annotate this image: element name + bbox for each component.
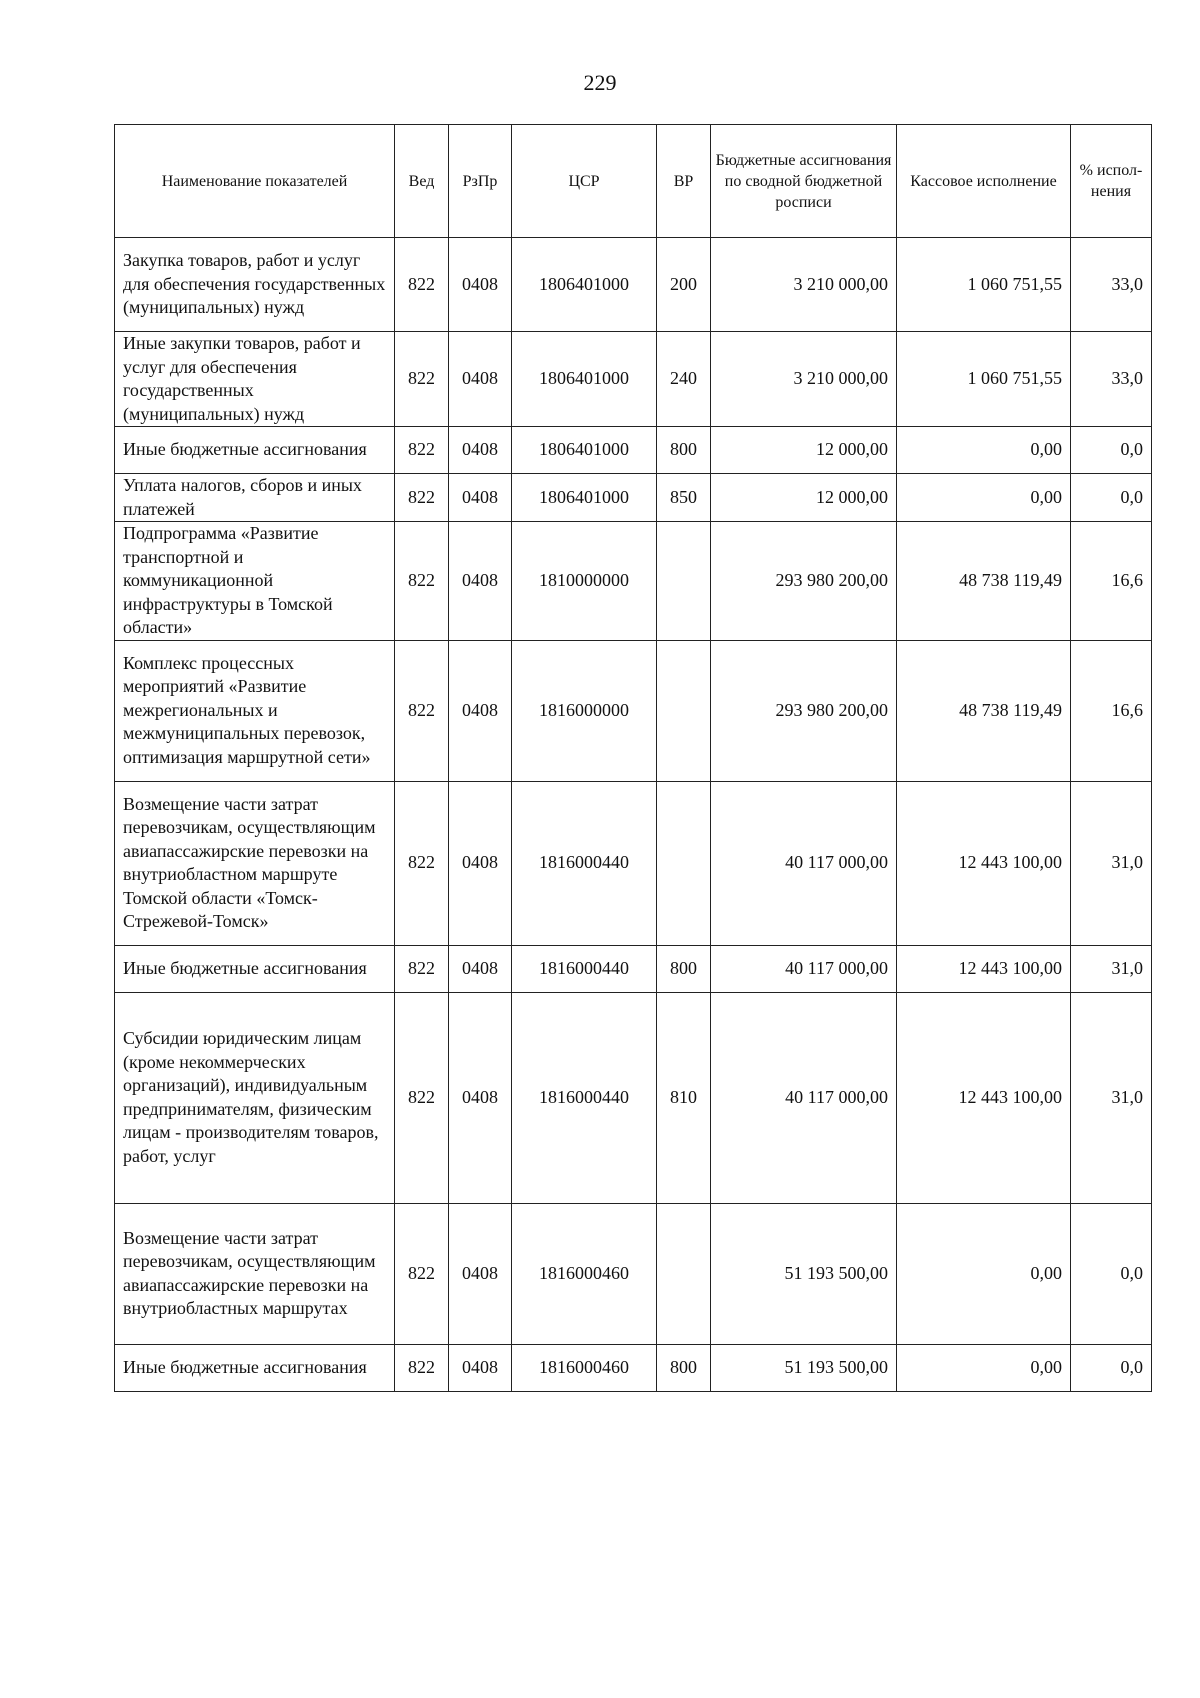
cell-csr: 1816000440 [512, 945, 657, 992]
cell-cash: 1 060 751,55 [897, 238, 1071, 332]
cell-percent: 31,0 [1071, 781, 1152, 945]
table-row [115, 427, 1152, 474]
cell-cash: 48 738 119,49 [897, 640, 1071, 781]
cell-vr [657, 781, 711, 945]
cell-csr: 1816000000 [512, 640, 657, 781]
cell-vr: 800 [657, 427, 711, 474]
cell-csr: 1806401000 [512, 474, 657, 522]
table-header-row [115, 125, 1152, 238]
header-budget: Бюджетные ассигнования по сводной бюджетной росписи [711, 125, 897, 238]
cell-vr [657, 522, 711, 641]
cell-vr: 850 [657, 474, 711, 522]
cell-budget: 12 000,00 [711, 427, 897, 474]
cell-percent: 31,0 [1071, 945, 1152, 992]
cell-rzpr: 0408 [449, 781, 512, 945]
cell-vr: 240 [657, 332, 711, 427]
cell-percent: 0,0 [1071, 1344, 1152, 1391]
cell-percent: 33,0 [1071, 332, 1152, 427]
cell-rzpr: 0408 [449, 640, 512, 781]
cell-csr: 1816000460 [512, 1344, 657, 1391]
header-csr: ЦСР [512, 125, 657, 238]
cell-budget: 12 000,00 [711, 474, 897, 522]
cell-ved: 822 [395, 640, 449, 781]
cell-name: Возмещение части затрат перевозчикам, осуществляющим авиапассажирские перевозки на внутриобластном маршруте Томской области «Томск-Стрежевой-Томск» [115, 781, 395, 945]
cell-name: Иные закупки товаров, работ и услуг для обеспечения государственных (муниципальных) нужд [115, 332, 395, 427]
cell-ved: 822 [395, 522, 449, 641]
cell-ved: 822 [395, 945, 449, 992]
cell-percent: 0,0 [1071, 1203, 1152, 1344]
cell-cash: 1 060 751,55 [897, 332, 1071, 427]
cell-vr [657, 640, 711, 781]
cell-ved: 822 [395, 1203, 449, 1344]
cell-budget: 40 117 000,00 [711, 945, 897, 992]
cell-budget: 51 193 500,00 [711, 1344, 897, 1391]
header-ved: Вед [395, 125, 449, 238]
cell-name: Закупка товаров, работ и услуг для обеспечения государственных (муниципальных) нужд [115, 238, 395, 332]
table-row [115, 781, 1152, 945]
budget-table [114, 124, 1152, 1392]
table-row [115, 238, 1152, 332]
cell-percent: 33,0 [1071, 238, 1152, 332]
cell-vr: 800 [657, 1344, 711, 1391]
cell-name: Иные бюджетные ассигнования [115, 1344, 395, 1391]
cell-percent: 31,0 [1071, 992, 1152, 1203]
table-row [115, 522, 1152, 641]
cell-csr: 1816000440 [512, 781, 657, 945]
table-row [115, 640, 1152, 781]
cell-cash: 48 738 119,49 [897, 522, 1071, 641]
header-name: Наименование показателей [115, 125, 395, 238]
cell-rzpr: 0408 [449, 474, 512, 522]
cell-rzpr: 0408 [449, 945, 512, 992]
cell-budget: 40 117 000,00 [711, 781, 897, 945]
cell-cash: 12 443 100,00 [897, 945, 1071, 992]
cell-ved: 822 [395, 1344, 449, 1391]
cell-cash: 0,00 [897, 427, 1071, 474]
cell-name: Возмещение части затрат перевозчикам, осуществляющим авиапассажирские перевозки на внутриобластных маршрутах [115, 1203, 395, 1344]
cell-cash: 0,00 [897, 474, 1071, 522]
cell-ved: 822 [395, 474, 449, 522]
cell-name: Уплата налогов, сборов и иных платежей [115, 474, 395, 522]
cell-ved: 822 [395, 781, 449, 945]
cell-csr: 1806401000 [512, 238, 657, 332]
cell-ved: 822 [395, 992, 449, 1203]
cell-vr: 810 [657, 992, 711, 1203]
header-percent: % испол-нения [1071, 125, 1152, 238]
cell-csr: 1806401000 [512, 427, 657, 474]
cell-vr: 800 [657, 945, 711, 992]
header-rzpr: РзПр [449, 125, 512, 238]
cell-budget: 3 210 000,00 [711, 332, 897, 427]
cell-ved: 822 [395, 238, 449, 332]
cell-name: Субсидии юридическим лицам (кроме некоммерческих организаций), индивидуальным предпринимателям, физическим лицам - производителям товаров, работ, услуг [115, 992, 395, 1203]
cell-percent: 16,6 [1071, 640, 1152, 781]
page-number: 229 [583, 70, 617, 95]
cell-rzpr: 0408 [449, 522, 512, 641]
cell-vr: 200 [657, 238, 711, 332]
cell-csr: 1816000460 [512, 1203, 657, 1344]
cell-csr: 1810000000 [512, 522, 657, 641]
cell-name: Подпрограмма «Развитие транспортной и коммуникационной инфраструктуры в Томской области» [115, 522, 395, 641]
table-row [115, 992, 1152, 1203]
table-row [115, 945, 1152, 992]
cell-cash: 0,00 [897, 1203, 1071, 1344]
header-cash: Кассовое исполнение [897, 125, 1071, 238]
cell-percent: 0,0 [1071, 427, 1152, 474]
cell-name: Комплекс процессных мероприятий «Развитие межрегиональных и межмуниципальных перевозок, оптимизация маршрутной сети» [115, 640, 395, 781]
cell-rzpr: 0408 [449, 992, 512, 1203]
cell-percent: 16,6 [1071, 522, 1152, 641]
cell-rzpr: 0408 [449, 332, 512, 427]
cell-cash: 0,00 [897, 1344, 1071, 1391]
cell-ved: 822 [395, 427, 449, 474]
cell-rzpr: 0408 [449, 1344, 512, 1391]
cell-rzpr: 0408 [449, 1203, 512, 1344]
cell-rzpr: 0408 [449, 427, 512, 474]
cell-budget: 51 193 500,00 [711, 1203, 897, 1344]
cell-csr: 1806401000 [512, 332, 657, 427]
cell-percent: 0,0 [1071, 474, 1152, 522]
cell-name: Иные бюджетные ассигнования [115, 427, 395, 474]
table-row [115, 1344, 1152, 1391]
cell-name: Иные бюджетные ассигнования [115, 945, 395, 992]
cell-cash: 12 443 100,00 [897, 781, 1071, 945]
cell-cash: 12 443 100,00 [897, 992, 1071, 1203]
cell-budget: 293 980 200,00 [711, 640, 897, 781]
cell-vr [657, 1203, 711, 1344]
cell-ved: 822 [395, 332, 449, 427]
cell-budget: 40 117 000,00 [711, 992, 897, 1203]
header-vr: ВР [657, 125, 711, 238]
cell-budget: 293 980 200,00 [711, 522, 897, 641]
cell-rzpr: 0408 [449, 238, 512, 332]
cell-csr: 1816000440 [512, 992, 657, 1203]
cell-budget: 3 210 000,00 [711, 238, 897, 332]
table-row [115, 332, 1152, 427]
table-row [115, 474, 1152, 522]
table-row [115, 1203, 1152, 1344]
